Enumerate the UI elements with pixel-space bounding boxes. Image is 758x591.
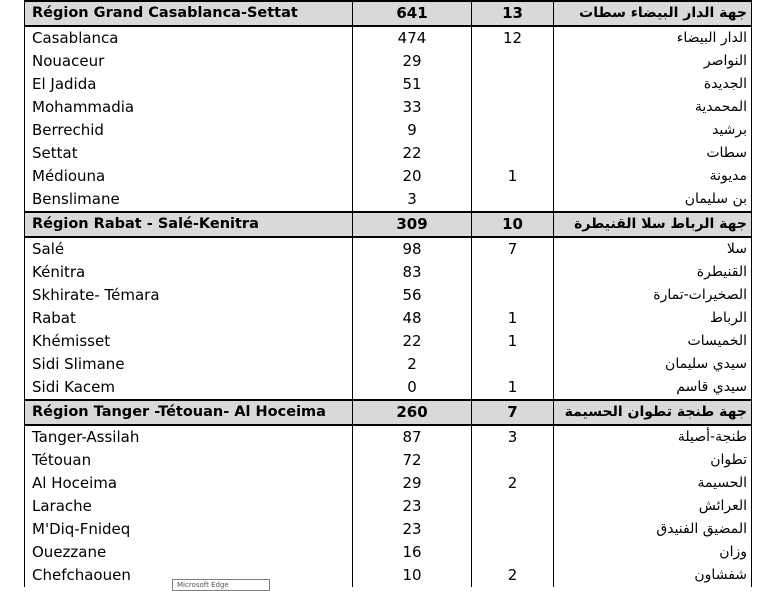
table-row — [25, 237, 752, 261]
city-name-arabic: برشيد — [554, 119, 752, 142]
city-second-count: 3 — [472, 425, 554, 449]
region-name: Région Tanger -Tétouan- Al Hoceima — [25, 400, 353, 425]
city-name-arabic: الجديدة — [554, 73, 752, 96]
table-row — [25, 307, 752, 330]
city-name: El Jadida — [25, 73, 353, 96]
table-row — [25, 142, 752, 165]
city-second-count: 1 — [472, 165, 554, 188]
city-name-arabic: طنجة-أصيلة — [554, 425, 752, 449]
table-row — [25, 541, 752, 564]
city-second-count — [472, 495, 554, 518]
city-second-count — [472, 73, 554, 96]
city-second-count: 1 — [472, 330, 554, 353]
city-name: Larache — [25, 495, 353, 518]
city-count: 29 — [353, 472, 472, 495]
city-name: Kénitra — [25, 261, 353, 284]
city-second-count: 2 — [472, 472, 554, 495]
city-name: Khémisset — [25, 330, 353, 353]
table-row — [25, 96, 752, 119]
region-name: Région Grand Casablanca-Settat — [25, 1, 353, 26]
city-name: Tétouan — [25, 449, 353, 472]
city-name-arabic: سطات — [554, 142, 752, 165]
city-name: Settat — [25, 142, 353, 165]
regions-table — [24, 0, 752, 587]
city-second-count: 1 — [472, 307, 554, 330]
city-second-count — [472, 142, 554, 165]
city-count: 16 — [353, 541, 472, 564]
city-count: 474 — [353, 26, 472, 50]
city-count: 98 — [353, 237, 472, 261]
city-name-arabic: الدار البيضاء — [554, 26, 752, 50]
city-name-arabic: النواصر — [554, 50, 752, 73]
region-second-count: 13 — [472, 1, 554, 26]
table-row — [25, 26, 752, 50]
city-name: Sidi Slimane — [25, 353, 353, 376]
table-row — [25, 261, 752, 284]
city-second-count: 7 — [472, 237, 554, 261]
table-row — [25, 188, 752, 212]
city-count: 9 — [353, 119, 472, 142]
city-name: Al Hoceima — [25, 472, 353, 495]
table-row — [25, 284, 752, 307]
city-name: Ouezzane — [25, 541, 353, 564]
city-count: 22 — [353, 330, 472, 353]
city-count: 72 — [353, 449, 472, 472]
city-count: 0 — [353, 376, 472, 400]
city-name-arabic: سلا — [554, 237, 752, 261]
region-total: 641 — [353, 1, 472, 26]
city-count: 3 — [353, 188, 472, 212]
city-name-arabic: وزان — [554, 541, 752, 564]
city-name-arabic: العرائش — [554, 495, 752, 518]
city-second-count — [472, 188, 554, 212]
table-row — [25, 564, 752, 587]
city-count: 23 — [353, 495, 472, 518]
city-name: Mohammadia — [25, 96, 353, 119]
city-second-count — [472, 50, 554, 73]
region-second-count: 7 — [472, 400, 554, 425]
city-name: Tanger-Assilah — [25, 425, 353, 449]
city-name-arabic: الحسيمة — [554, 472, 752, 495]
city-name: Médiouna — [25, 165, 353, 188]
city-count: 33 — [353, 96, 472, 119]
city-count: 87 — [353, 425, 472, 449]
city-second-count — [472, 96, 554, 119]
city-second-count — [472, 284, 554, 307]
table-row — [25, 518, 752, 541]
city-count: 23 — [353, 518, 472, 541]
region-header-row — [25, 400, 752, 425]
city-name-arabic: الخميسات — [554, 330, 752, 353]
city-name: Chefchaouen — [25, 564, 353, 587]
city-count: 83 — [353, 261, 472, 284]
table-row — [25, 376, 752, 400]
city-name: Berrechid — [25, 119, 353, 142]
city-name-arabic: تطوان — [554, 449, 752, 472]
table-row — [25, 353, 752, 376]
city-name: Rabat — [25, 307, 353, 330]
city-name: M'Diq-Fnideq — [25, 518, 353, 541]
city-count: 22 — [353, 142, 472, 165]
city-name-arabic: الرباط — [554, 307, 752, 330]
city-name: Salé — [25, 237, 353, 261]
city-name-arabic: المضيق الفنيدق — [554, 518, 752, 541]
city-second-count: 1 — [472, 376, 554, 400]
city-count: 2 — [353, 353, 472, 376]
city-second-count — [472, 541, 554, 564]
city-count: 20 — [353, 165, 472, 188]
city-name-arabic: القنيطرة — [554, 261, 752, 284]
city-second-count: 12 — [472, 26, 554, 50]
region-header-row — [25, 1, 752, 26]
city-name-arabic: سيدي قاسم — [554, 376, 752, 400]
city-second-count — [472, 119, 554, 142]
region-name-arabic: جهة طنجة تطوان الحسيمة — [554, 400, 752, 425]
city-count: 48 — [353, 307, 472, 330]
city-second-count — [472, 518, 554, 541]
region-name-arabic: جهة الرباط سلا القنيطرة — [554, 212, 752, 237]
table-row — [25, 472, 752, 495]
city-name: Nouaceur — [25, 50, 353, 73]
regions-table-body — [25, 1, 752, 587]
region-name-arabic: جهة الدار البيضاء سطات — [554, 1, 752, 26]
city-second-count — [472, 353, 554, 376]
table-row — [25, 119, 752, 142]
table-row — [25, 330, 752, 353]
city-name-arabic: شفشاون — [554, 564, 752, 587]
city-count: 10 — [353, 564, 472, 587]
region-total: 260 — [353, 400, 472, 425]
city-count: 51 — [353, 73, 472, 96]
city-second-count — [472, 261, 554, 284]
city-name: Casablanca — [25, 26, 353, 50]
table-row — [25, 449, 752, 472]
city-name-arabic: الصخيرات-تمارة — [554, 284, 752, 307]
table-row — [25, 73, 752, 96]
table-row — [25, 165, 752, 188]
city-name: Skhirate- Témara — [25, 284, 353, 307]
city-second-count — [472, 449, 554, 472]
tooltip: Microsoft Edge — [172, 579, 270, 591]
region-header-row — [25, 212, 752, 237]
table-row — [25, 50, 752, 73]
city-count: 56 — [353, 284, 472, 307]
city-name: Benslimane — [25, 188, 353, 212]
city-count: 29 — [353, 50, 472, 73]
city-name: Sidi Kacem — [25, 376, 353, 400]
city-name-arabic: بن سليمان — [554, 188, 752, 212]
table-row — [25, 495, 752, 518]
region-name: Région Rabat - Salé-Kenitra — [25, 212, 353, 237]
city-second-count: 2 — [472, 564, 554, 587]
region-second-count: 10 — [472, 212, 554, 237]
region-total: 309 — [353, 212, 472, 237]
city-name-arabic: المحمدية — [554, 96, 752, 119]
city-name-arabic: سيدي سليمان — [554, 353, 752, 376]
city-name-arabic: مديونة — [554, 165, 752, 188]
table-row — [25, 425, 752, 449]
